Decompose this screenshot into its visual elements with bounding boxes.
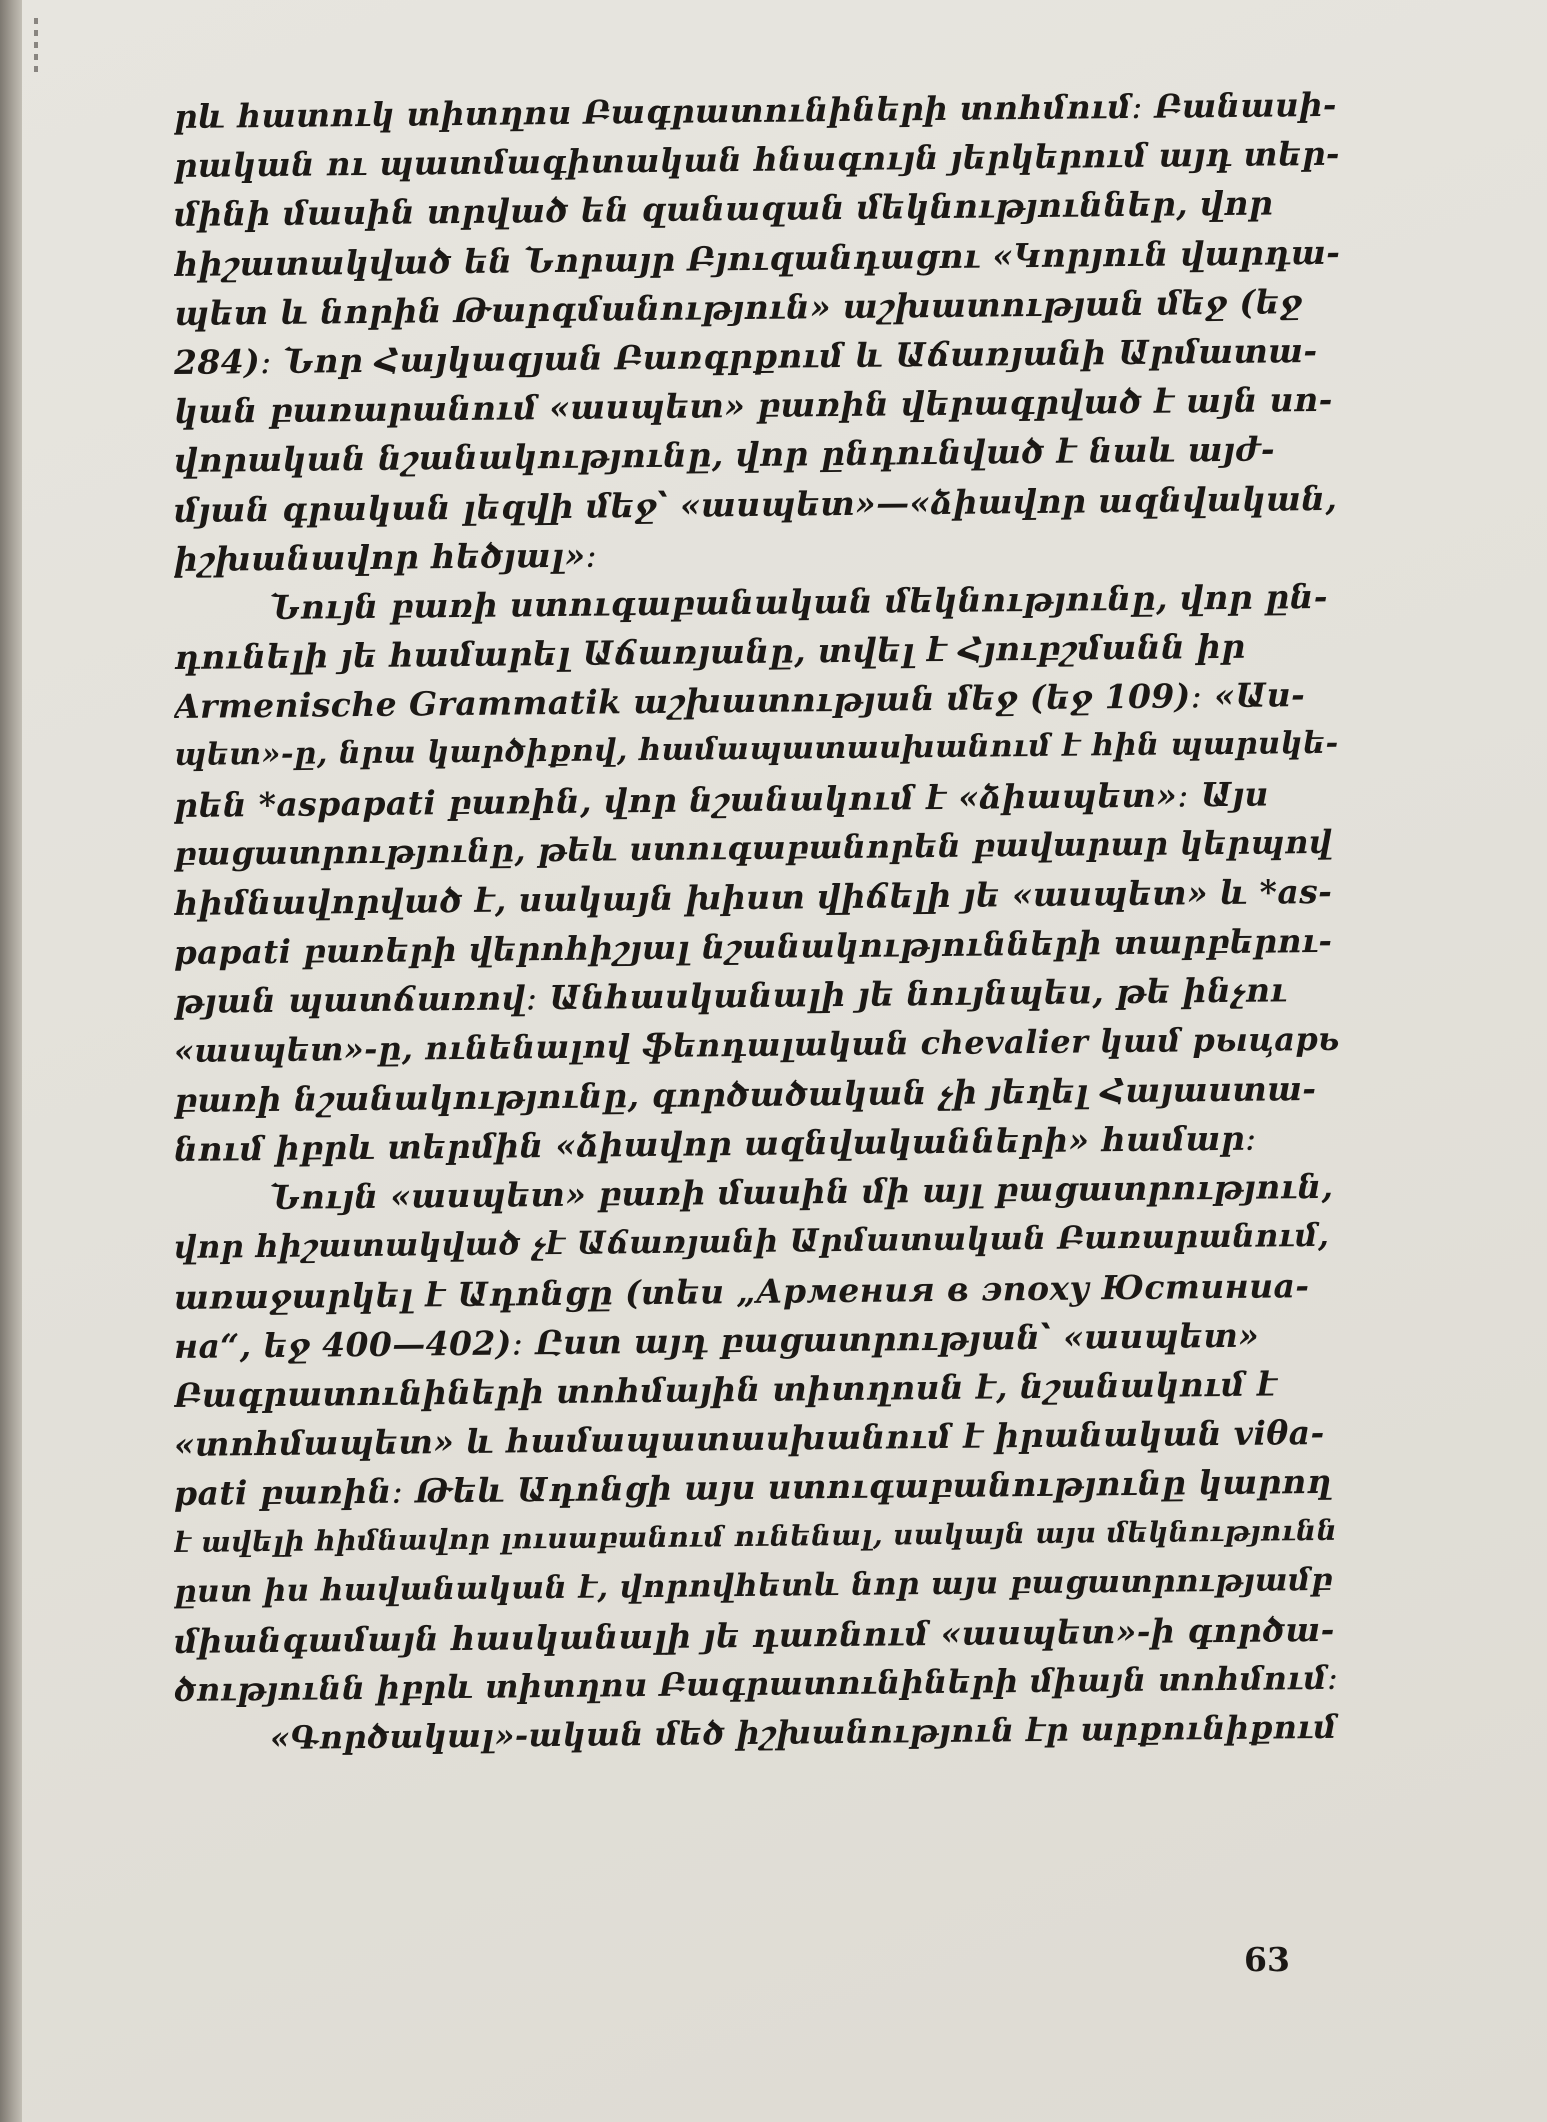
text-line: րական ու պատմագիտական հնագույն յերկերում այդ տեր- (173, 133, 1340, 186)
text-line: է ավելի հիմնավոր լուսաբանում ունենալ, սակայն այս մեկնությունն (173, 1514, 1338, 1560)
text-line: նում իբրև տերմին «ձիավոր ազնվականների» համար։ (173, 1118, 1257, 1169)
text-line: «տոհմապետ» և համապատասխանում է իրանական viθa- (173, 1413, 1325, 1465)
book-gutter (0, 0, 22, 2122)
text-line: միանգամայն հասկանալի յե դառնում «ասպետ»-ի գործա- (173, 1609, 1335, 1661)
page-number: 63 (1244, 1940, 1290, 1979)
text-line: առաջարկել է Ադոնցը (տես „Армения в эпоху Юстиниа- (173, 1265, 1310, 1317)
binding-stitch (34, 18, 38, 72)
paragraph-start-line: Նույն «ասպետ» բառի մասին մի այլ բացատրություն, (269, 1166, 1334, 1218)
text-line: դունելի յե համարել Աճառյանը, տվել է Հյուբշմանն իր (173, 626, 1246, 678)
text-line: «ասպետ»-ը, ունենալով ֆեոդալական chevalier կամ рыцарь (173, 1019, 1340, 1070)
text-line: իշխանավոր հեծյալ»։ (173, 535, 598, 579)
text-line: կան բառարանում «ասպետ» բառին վերագրված է այն սո- (173, 379, 1333, 432)
text-line: pati բառին։ Թեև Ադոնցի այս ստուգաբանությունը կարող (173, 1462, 1332, 1514)
text-line: վոր հիշատակված չէ Աճառյանի Արմատական Բառարանում, (173, 1217, 1330, 1267)
text-line: պետ և նորին Թարգմանություն» աշխատության մեջ (եջ (173, 281, 1303, 333)
text-line: на“, եջ 400—402)։ Ըստ այդ բացատրության՝ «ասպետ» (173, 1315, 1260, 1366)
paragraph-start-line: Նույն բառի ստուգաբանական մեկնությունը, վոր ըն- (269, 576, 1329, 627)
text-line: 284)։ Նոր Հայկազյան Բառգրքում և Աճառյանի Արմատա- (173, 330, 1318, 382)
page-text (173, 84, 1346, 1764)
text-line: Armenische Grammatik աշխատության մեջ (եջ 109)։ «Աս- (173, 675, 1306, 727)
text-line: հիշատակված են Նորայր Բյուզանդացու «Կորյուն վարդա- (173, 232, 1341, 284)
text-line: Բագրատունիների տոհմային տիտղոսն է, նշանակում է (173, 1364, 1278, 1415)
text-line: րեն *aspapati բառին, վոր նշանակում է «ձիապետ»։ Այս (173, 774, 1269, 825)
text-line: բացատրությունը, թեև ստուգաբանորեն բավարար կերպով (173, 822, 1333, 873)
text-line: ըստ իս հավանական է, վորովհետև նոր այս բացատրությամբ (173, 1561, 1333, 1610)
text-line: վորական նշանակությունը, վոր ընդունված է նաև այժ- (173, 429, 1276, 481)
text-line: պետ»-ը, նրա կարծիքով, համապատասխանում է հին պարսկե- (173, 725, 1339, 774)
text-line: հիմնավորված է, սակայն խիստ վիճելի յե «ասպետ» և *as- (173, 871, 1333, 923)
paragraph-start-line: «Գործակալ»-ական մեծ իշխանություն էր արքունիքում (269, 1708, 1338, 1758)
text-line: papati բառերի վերոհիշյալ նշանակությունների տարբերու- (173, 921, 1333, 973)
text-line: րև հատուկ տիտղոս Բագրատունիների տոհմում։ Բանասի- (173, 84, 1338, 136)
text-line: մինի մասին տրված են զանազան մեկնություններ, վոր (173, 183, 1274, 235)
text-line: մյան գրական լեզվի մեջ՝ «ասպետ»—«ձիավոր ազնվական, (173, 478, 1338, 530)
text-line: ծությունն իբրև տիտղոս Բագրատունիների միայն տոհմում։ (173, 1658, 1339, 1709)
text-line: բառի նշանակությունը, գործածական չի յեղել Հայաստա- (173, 1068, 1317, 1120)
text-line: թյան պատճառով։ Անհասկանալի յե նույնպես, թե ինչու (173, 970, 1288, 1022)
